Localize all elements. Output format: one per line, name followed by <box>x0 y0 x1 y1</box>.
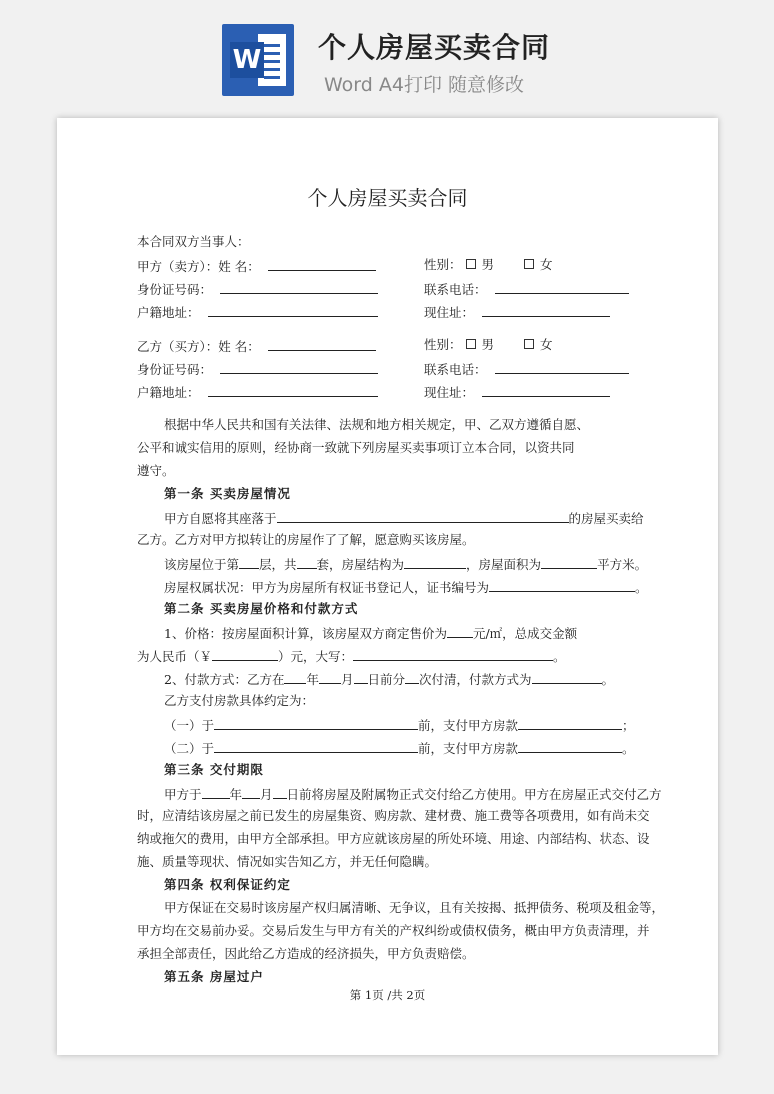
buyer-id-blank <box>220 360 378 374</box>
article-1-line-3: 该房屋位于第 层，共 套，房屋结构为 ，房屋面积为 平方米。 <box>164 557 648 572</box>
buyer-address-row <box>424 383 610 401</box>
buyer-gender-row <box>424 337 553 353</box>
article-4-line-2: 甲方均在交易前办妥。交易后发生与甲方有关的产权纠纷或债权债务，概由甲方负责清理，并 <box>137 923 650 938</box>
article-1-line-4: 房屋权属状况：甲方为房屋所有权证书登记人，证书编号为 。 <box>164 580 648 595</box>
preamble-line-1: 根据中华人民共和国有关法律、法规和地方相关规定，甲、乙双方遵循自愿、 <box>164 417 590 432</box>
article-2-title: 第二条 买卖房屋价格和付款方式 <box>164 601 359 616</box>
seller-hukou-label: 户籍地址： <box>137 305 200 320</box>
article-1-line-1: 甲方自愿将其座落于 的房屋买卖给 <box>164 511 644 526</box>
contract-intro: 本合同双方当事人： <box>137 234 250 249</box>
seller-address-label: 现住址： <box>424 305 475 320</box>
buyer-address-blank <box>482 383 610 397</box>
article-1-title: 第一条 买卖房屋情况 <box>164 486 291 501</box>
word-letter-w: W <box>230 42 264 78</box>
seller-address-blank <box>482 303 610 317</box>
seller-name-label: 甲方（卖方）：姓 名： <box>137 259 260 274</box>
article-5-title: 第五条 房屋过户 <box>164 969 264 984</box>
seller-gender-row <box>424 257 553 273</box>
buyer-hukou-row <box>137 383 378 401</box>
female-checkbox-icon <box>524 259 534 269</box>
article-3-line-1: 甲方于 年 月 日前将房屋及附属物正式交付给乙方使用。甲方在房屋正式交付乙方 <box>164 787 662 802</box>
seller-id-row <box>137 280 378 298</box>
male-label: 男 <box>481 257 495 272</box>
article-2-line-4: 乙方支付房款具体约定为： <box>164 693 315 708</box>
article-3-line-4: 施、质量等现状、情况如实告知乙方，并无任何隐瞒。 <box>137 854 438 869</box>
seller-phone-row <box>424 280 629 298</box>
article-2-line-5: （一）于 前，支付甲方房款 ； <box>164 718 635 733</box>
certificate-number-blank <box>489 578 635 592</box>
male-label: 男 <box>481 337 495 352</box>
female-label: 女 <box>540 337 553 352</box>
article-2-line-2: 为人民币（￥ ）元，大写： 。 <box>137 649 566 664</box>
article-2-line-3: 2、付款方式：乙方在 年 月 日前分 次付清，付款方式为 。 <box>164 672 615 687</box>
document-page <box>57 118 718 1055</box>
seller-id-label: 身份证号码： <box>137 282 213 297</box>
buyer-hukou-blank <box>208 383 378 397</box>
article-4-title: 第四条 权利保证约定 <box>164 877 291 892</box>
seller-hukou-row <box>137 303 378 321</box>
article-3-line-2: 时，应清结该房屋之前已发生的房屋集资、购房款、建材费、施工费等各项费用，如有尚未交 <box>137 808 650 823</box>
seller-phone-blank <box>495 280 629 294</box>
buyer-phone-blank <box>495 360 629 374</box>
word-document-icon <box>222 24 294 96</box>
buyer-name-row <box>137 337 376 355</box>
buyer-id-row <box>137 360 378 378</box>
male-checkbox-icon <box>466 259 476 269</box>
article-2-line-1: 1、价格：按房屋面积计算，该房屋双方商定售价为 元/㎡，总成交金额 <box>164 626 578 641</box>
buyer-phone-row <box>424 360 629 378</box>
article-4-line-3: 承担全部责任，因此给乙方造成的经济损失，甲方负责赔偿。 <box>137 946 475 961</box>
article-3-line-3: 纳或拖欠的费用，由甲方全部承担。甲方应就该房屋的所处环境、用途、内部结构、状态、设 <box>137 831 650 846</box>
buyer-name-blank <box>268 337 376 351</box>
gender-label: 性别： <box>424 337 462 352</box>
banner-title: 个人房屋买卖合同 <box>318 31 551 64</box>
article-2-line-6: （二）于 前，支付甲方房款 。 <box>164 741 635 756</box>
preamble-line-3: 遵守。 <box>137 463 175 478</box>
male-checkbox-icon <box>466 339 476 349</box>
property-location-blank <box>277 509 569 523</box>
document-title: 个人房屋买卖合同 <box>307 186 468 210</box>
buyer-hukou-label: 户籍地址： <box>137 385 200 400</box>
seller-address-row <box>424 303 610 321</box>
buyer-address-label: 现住址： <box>424 385 475 400</box>
seller-name-blank <box>268 257 376 271</box>
banner <box>0 0 774 112</box>
article-3-title: 第三条 交付期限 <box>164 762 264 777</box>
gender-label: 性别： <box>424 257 462 272</box>
female-label: 女 <box>540 257 553 272</box>
female-checkbox-icon <box>524 339 534 349</box>
preamble-line-2: 公平和诚实信用的原则，经协商一致就下列房屋买卖事项订立本合同，以资共同 <box>137 440 575 455</box>
article-4-line-1: 甲方保证在交易时该房屋产权归属清晰、无争议，且有关按揭、抵押债务、税项及租金等， <box>164 900 665 915</box>
buyer-phone-label: 联系电话： <box>424 362 487 377</box>
seller-phone-label: 联系电话： <box>424 282 487 297</box>
seller-name-row <box>137 257 376 275</box>
buyer-name-label: 乙方（买方）：姓 名： <box>137 339 260 354</box>
buyer-id-label: 身份证号码： <box>137 362 213 377</box>
seller-id-blank <box>220 280 378 294</box>
article-1-line-2: 乙方。乙方对甲方拟转让的房屋作了了解，愿意购买该房屋。 <box>137 532 475 547</box>
banner-subtitle: Word A4打印 随意修改 <box>324 74 525 96</box>
page-number-footer: 第 1页 /共 2页 <box>349 988 426 1002</box>
seller-hukou-blank <box>208 303 378 317</box>
